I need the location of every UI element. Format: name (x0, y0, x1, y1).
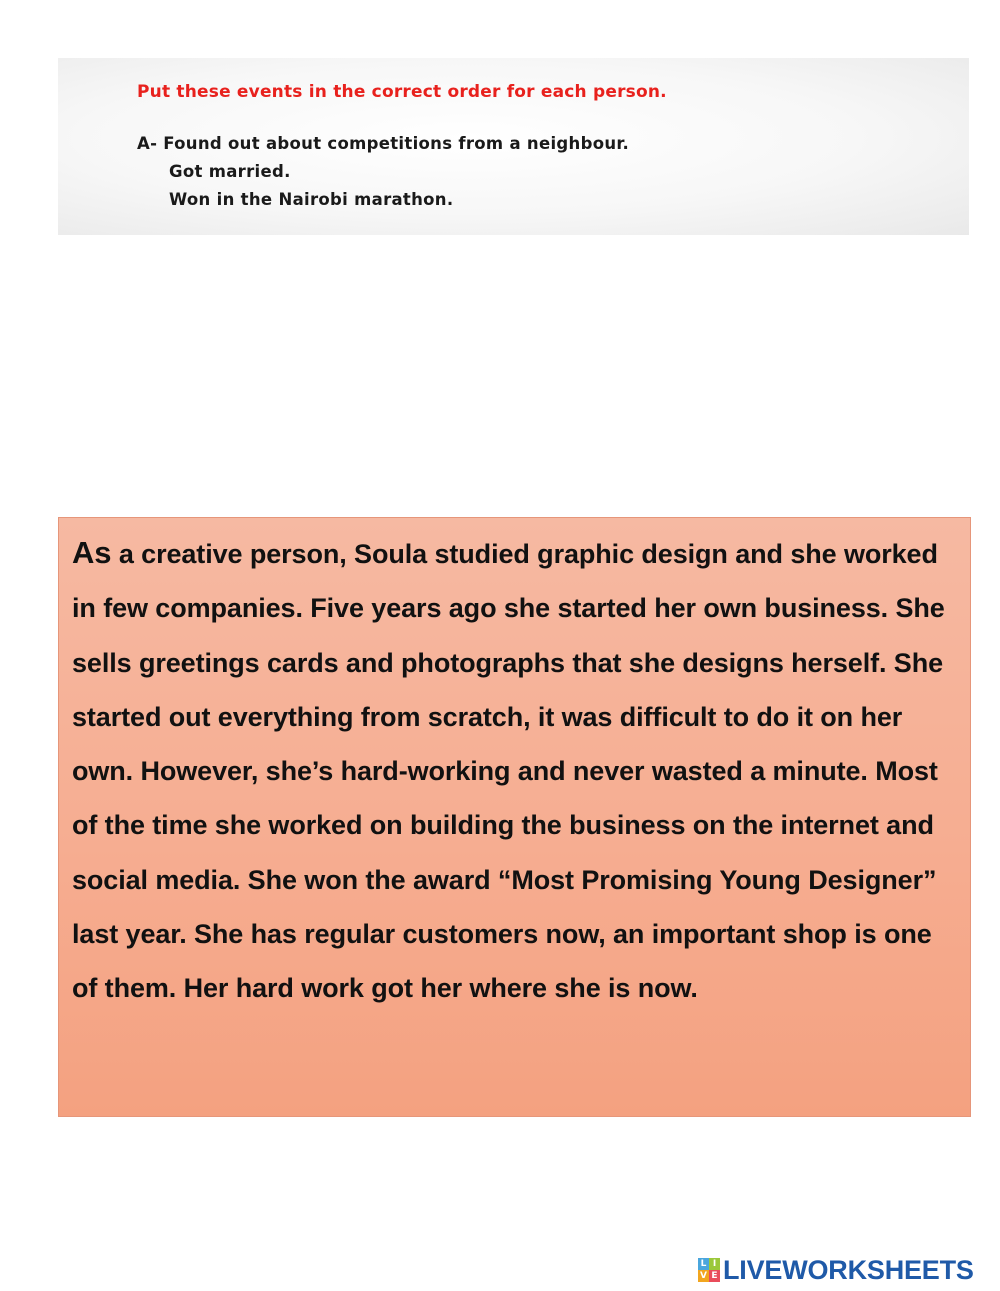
story-text (72, 526, 962, 1016)
logo-letter: E (709, 1270, 720, 1282)
instruction-panel (58, 58, 969, 235)
logo-letter: I (709, 1258, 720, 1270)
story-panel (58, 517, 971, 1117)
event-item: Got married. (169, 162, 291, 181)
logo-letter: V (698, 1270, 709, 1282)
liveworksheets-logo-icon (698, 1258, 720, 1282)
event-item: Won in the Nairobi marathon. (169, 190, 454, 209)
instruction-title: Put these events in the correct order for each person. (137, 82, 667, 102)
story-body: a creative person, Soula studied graphic design and she worked in few companies. Five years ago she started her own business. She sells greetings cards and photographs that she designs herself. She started out everything from scratch, it was difficult to do it on her own. However, she’s hard-working and never wasted a minute. Most of the time she worked on building the business on the internet and social media. She won the award “Most Promising Young Designer” last year. She has regular customers now, an important shop is one of them. Her hard work got her where she is now. (72, 539, 945, 1004)
event-item: A- Found out about competitions from a neighbour. (137, 134, 630, 153)
brand-name: LIVEWORKSHEETS (723, 1254, 974, 1285)
story-first-word: As (72, 535, 112, 570)
liveworksheets-brand[interactable] (698, 1255, 974, 1285)
logo-letter: L (698, 1258, 709, 1270)
